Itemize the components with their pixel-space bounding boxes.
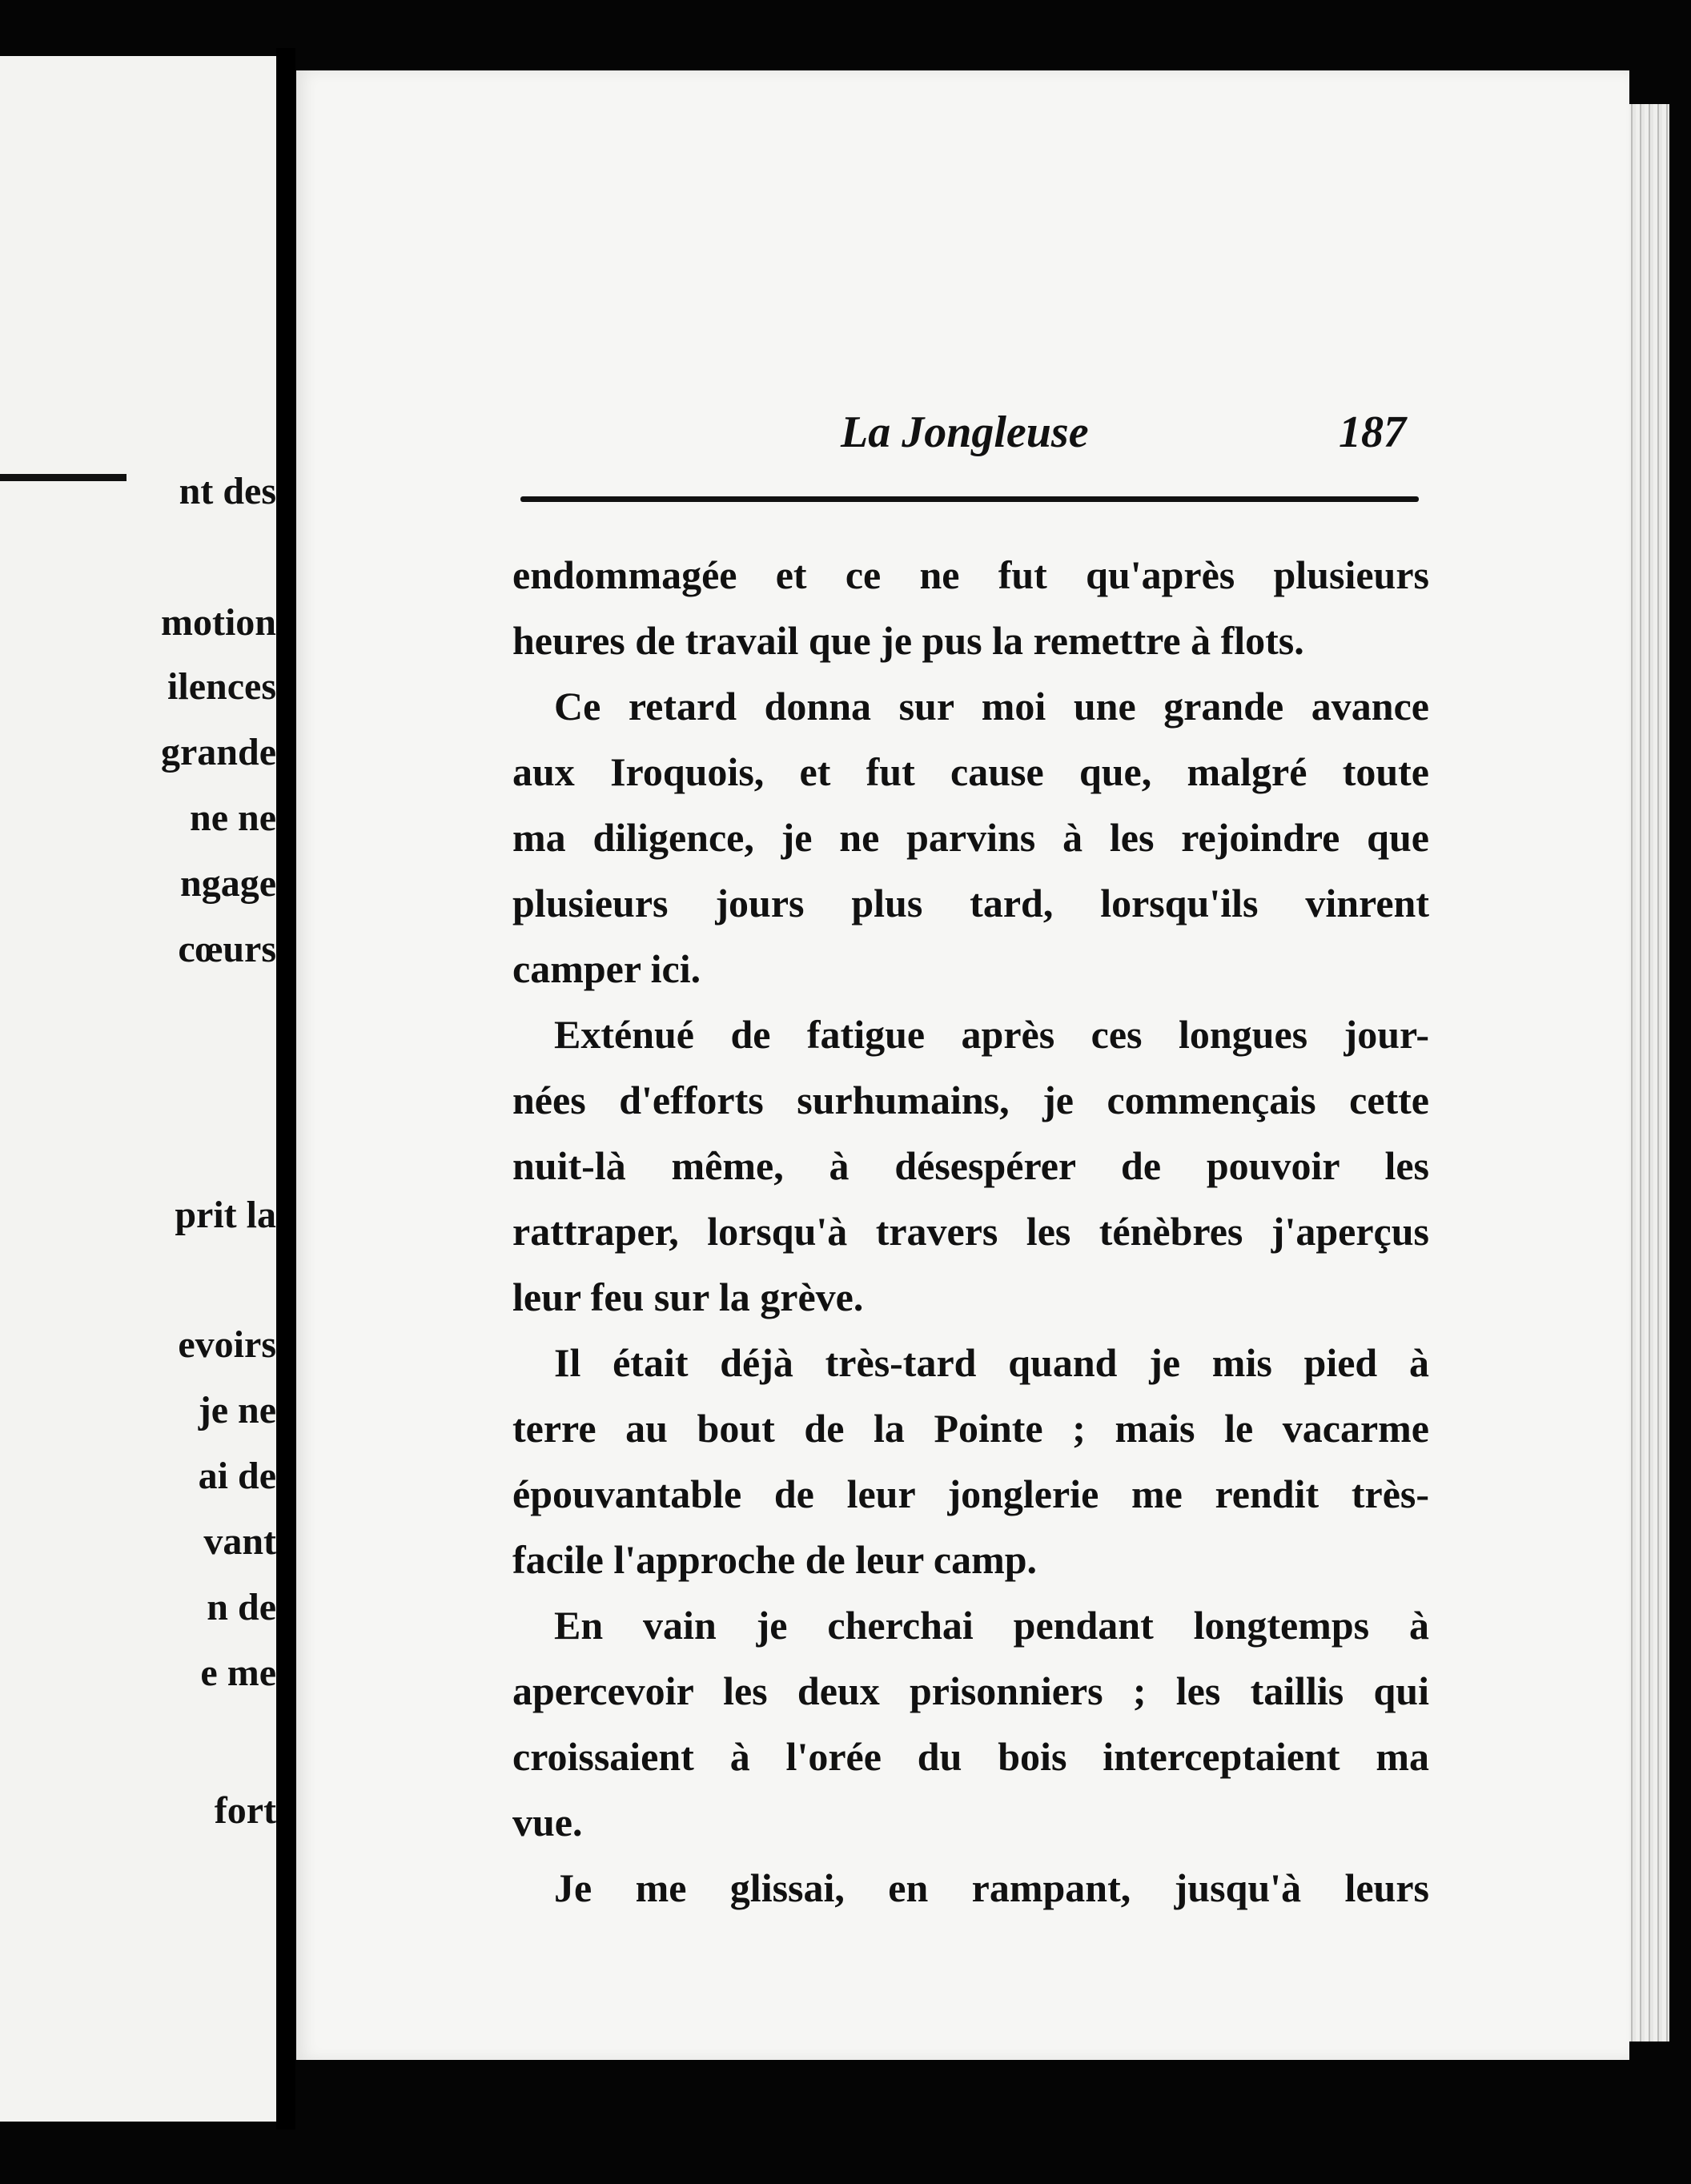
running-title: La Jongleuse — [841, 407, 1089, 457]
left-page-rule — [0, 474, 127, 481]
left-page-line: ai de — [198, 1455, 276, 1497]
left-page-line: prit la — [175, 1194, 276, 1236]
text-line: vue. — [512, 1800, 583, 1845]
left-page-line: ilences — [167, 665, 276, 708]
book-gutter — [276, 48, 295, 2130]
text-line: Ce retard donna sur moi une grande avance — [554, 684, 1429, 729]
left-page-line: e me — [200, 1652, 276, 1694]
text-line: endommagée et ce ne fut qu'après plusieurs — [512, 552, 1429, 597]
left-page-line: ngage — [180, 862, 276, 905]
text-line: ma diligence, je ne parvins à les rejoindre que — [512, 815, 1429, 860]
left-page-line: fort — [214, 1789, 276, 1832]
text-line: épouvantable de leur jonglerie me rendit très- — [512, 1471, 1429, 1516]
text-line: heures de travail que je pus la remettre à flots. — [512, 618, 1304, 663]
left-page — [0, 56, 276, 2122]
text-line: apercevoir les deux prisonniers ; les taillis qui — [512, 1668, 1429, 1713]
left-page-line: motion — [161, 601, 276, 644]
page-header — [296, 407, 1629, 471]
text-line: rattraper, lorsqu'à travers les ténèbres j'aperçus — [512, 1209, 1429, 1254]
right-page — [296, 70, 1629, 2060]
text-line: camper ici. — [512, 946, 701, 991]
page-number: 187 — [1339, 407, 1406, 457]
text-line: croissaient à l'orée du bois interceptaient ma — [512, 1734, 1429, 1779]
text-line: facile l'approche de leur camp. — [512, 1537, 1038, 1582]
text-line: plusieurs jours plus tard, lorsqu'ils vinrent — [512, 881, 1429, 925]
text-line: nuit-là même, à désespérer de pouvoir les — [512, 1143, 1429, 1188]
left-page-line: evoirs — [178, 1323, 276, 1366]
left-page-line: grande — [161, 731, 276, 773]
left-page-line: n de — [207, 1586, 276, 1628]
left-page-line: nt des — [179, 470, 276, 512]
text-line: aux Iroquois, et fut cause que, malgré toute — [512, 749, 1429, 794]
text-line: leur feu sur la grève. — [512, 1275, 864, 1319]
text-line: Je me glissai, en rampant, jusqu'à leurs — [554, 1865, 1429, 1910]
text-line: terre au bout de la Pointe ; mais le vacarme — [512, 1406, 1429, 1451]
text-line: Il était déjà très-tard quand je mis pied à — [554, 1340, 1429, 1385]
header-rule — [520, 496, 1419, 502]
left-page-line: vant — [203, 1520, 276, 1563]
text-line: Exténué de fatigue après ces longues jour- — [554, 1012, 1429, 1057]
left-page-line: ne ne — [190, 797, 276, 839]
text-line: nées d'efforts surhumains, je commençais cette — [512, 1078, 1429, 1122]
text-line: En vain je cherchai pendant longtemps à — [554, 1603, 1429, 1648]
left-page-line: je ne — [198, 1389, 276, 1431]
left-page-line: cœurs — [178, 928, 276, 970]
